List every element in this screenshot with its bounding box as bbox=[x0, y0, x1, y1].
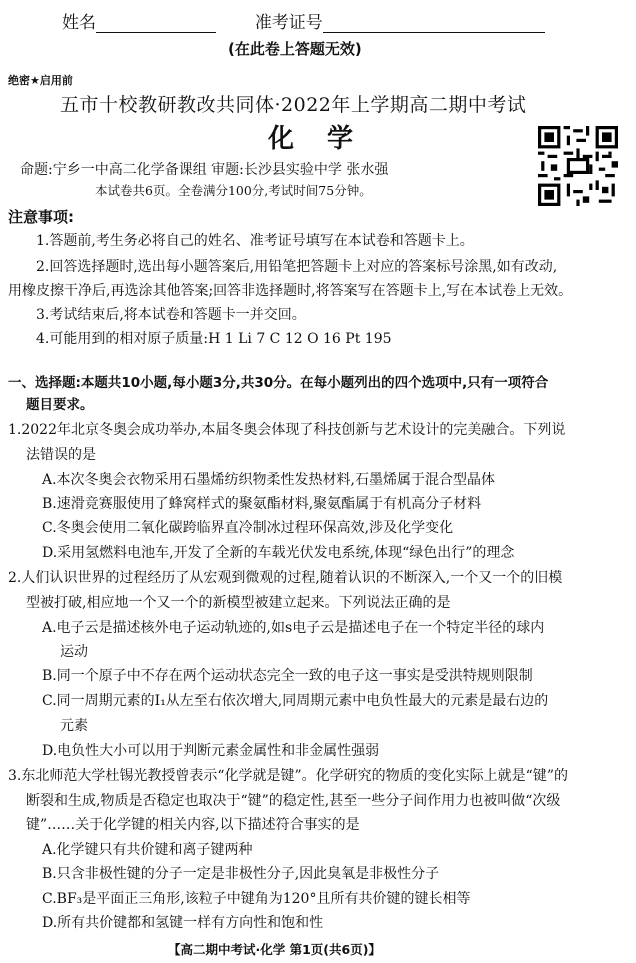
question-1-option-a: A.本次冬奥会衣物采用石墨烯纺织物柔性发热材料,石墨烯属于混合型晶体 bbox=[42, 472, 496, 488]
question-1-option-c: C.冬奥会使用二氧化碳跨临界直冷制冰过程环保高效,涉及化学变化 bbox=[42, 520, 454, 536]
name-label: 姓名 bbox=[62, 13, 96, 33]
page-footer: 【高二期中考试·化学 第1页(共6页)】 bbox=[168, 942, 381, 957]
question-2-option-a-continued: 运动 bbox=[60, 644, 88, 660]
question-2-option-b: B.同一个原子中不存在两个运动状态完全一致的电子这一事实是受洪特规则限制 bbox=[42, 668, 533, 684]
question-3-stem: 断裂和生成,物质是否稳定也取决于“键”的稳定性,甚至一些分子间作用力也被叫做“次级 bbox=[26, 793, 561, 809]
exam-id-blank[interactable] bbox=[323, 14, 545, 33]
question-1-stem: 法错误的是 bbox=[26, 447, 96, 463]
notice-item-continued: 用橡皮擦干净后,再选涂其他答案;回答非选择题时,将答案写在答题卡上,写在本试卷上无效。 bbox=[8, 283, 573, 299]
question-3-option-c: C.BF₃是平面正三角形,该粒子中键角为120°且所有共价键的键长相等 bbox=[42, 891, 471, 907]
notice-item: 3.考试结束后,将本试卷和答题卡一并交回。 bbox=[36, 307, 306, 323]
subject-title: 化 学 bbox=[268, 124, 366, 154]
notice-item: 4.可能用到的相对原子质量:H 1 Li 7 C 12 O 16 Pt 195 bbox=[36, 331, 392, 347]
invalid-note: (在此卷上答题无效) bbox=[228, 40, 362, 58]
name-blank[interactable] bbox=[96, 14, 216, 33]
question-3-option-d: D.所有共价键都和氢键一样有方向性和饱和性 bbox=[42, 915, 324, 931]
question-2-stem: 型被打破,相应地一个又一个的新模型被建立起来。下列说法正确的是 bbox=[26, 595, 451, 611]
question-2-option-d: D.电负性大小可以用于判断元素金属性和非金属性强弱 bbox=[42, 743, 380, 759]
header-fields bbox=[62, 8, 545, 33]
authors-line: 命题:宁乡一中高二化学备课组 审题:长沙县实验中学 张水强 bbox=[20, 162, 389, 178]
section-title-continued: 题目要求。 bbox=[26, 397, 94, 413]
question-3-stem: 3.东北师范大学杜锡光教授曾表示“化学就是键”。化学研究的物质的变化实际上就是“键”的 bbox=[8, 768, 568, 784]
exam-id-label: 准考证号 bbox=[254, 13, 323, 33]
question-3-stem: 键”……关于化学键的相关内容,以下描述符合事实的是 bbox=[26, 817, 360, 833]
exam-title: 五市十校教研教改共同体·2022年上学期高二期中考试 bbox=[60, 94, 527, 116]
question-1-option-d: D.采用氢燃料电池车,开发了全新的车载光伏发电系统,体现“绿色出行”的理念 bbox=[42, 545, 515, 561]
qr-code-icon bbox=[538, 122, 618, 210]
question-2-stem: 2.人们认识世界的过程经历了从宏观到微观的过程,随着认识的不断深入,一个又一个的旧模 bbox=[8, 570, 563, 586]
notice-item: 2.回答选择题时,选出每小题答案后,用铅笔把答题卡上对应的答案标号涂黑,如有改动, bbox=[36, 259, 558, 275]
question-2-option-c: C.同一周期元素的I₁从左至右依次增大,同周期元素中电负性最大的元素是最右边的 bbox=[42, 693, 549, 709]
question-3-option-a: A.化学键只有共价键和离子键两种 bbox=[42, 842, 253, 858]
notice-item: 1.答题前,考生务必将自己的姓名、准考证号填写在本试卷和答题卡上。 bbox=[36, 233, 474, 249]
question-3-option-b: B.只含非极性键的分子一定是非极性分子,因此臭氧是非极性分子 bbox=[42, 866, 440, 882]
secret-mark: 绝密★启用前 bbox=[8, 74, 73, 87]
section-title: 一、选择题:本题共10小题,每小题3分,共30分。在每小题列出的四个选项中,只有一项符合 bbox=[8, 375, 549, 391]
notice-title: 注意事项: bbox=[8, 208, 74, 226]
question-1-option-b: B.速滑竞赛服使用了蜂窝样式的聚氨酯材料,聚氨酯属于有机高分子材料 bbox=[42, 496, 482, 512]
question-2-option-a: A.电子云是描述核外电子运动轨迹的,如s电子云是描述电子在一个特定半径的球内 bbox=[42, 620, 545, 636]
question-1-stem: 1.2022年北京冬奥会成功举办,本届冬奥会体现了科技创新与艺术设计的完美融合。下列说 bbox=[8, 422, 566, 438]
paper-info: 本试卷共6页。全卷满分100分,考试时间75分钟。 bbox=[95, 183, 372, 198]
question-2-option-c-continued: 元素 bbox=[60, 718, 88, 734]
